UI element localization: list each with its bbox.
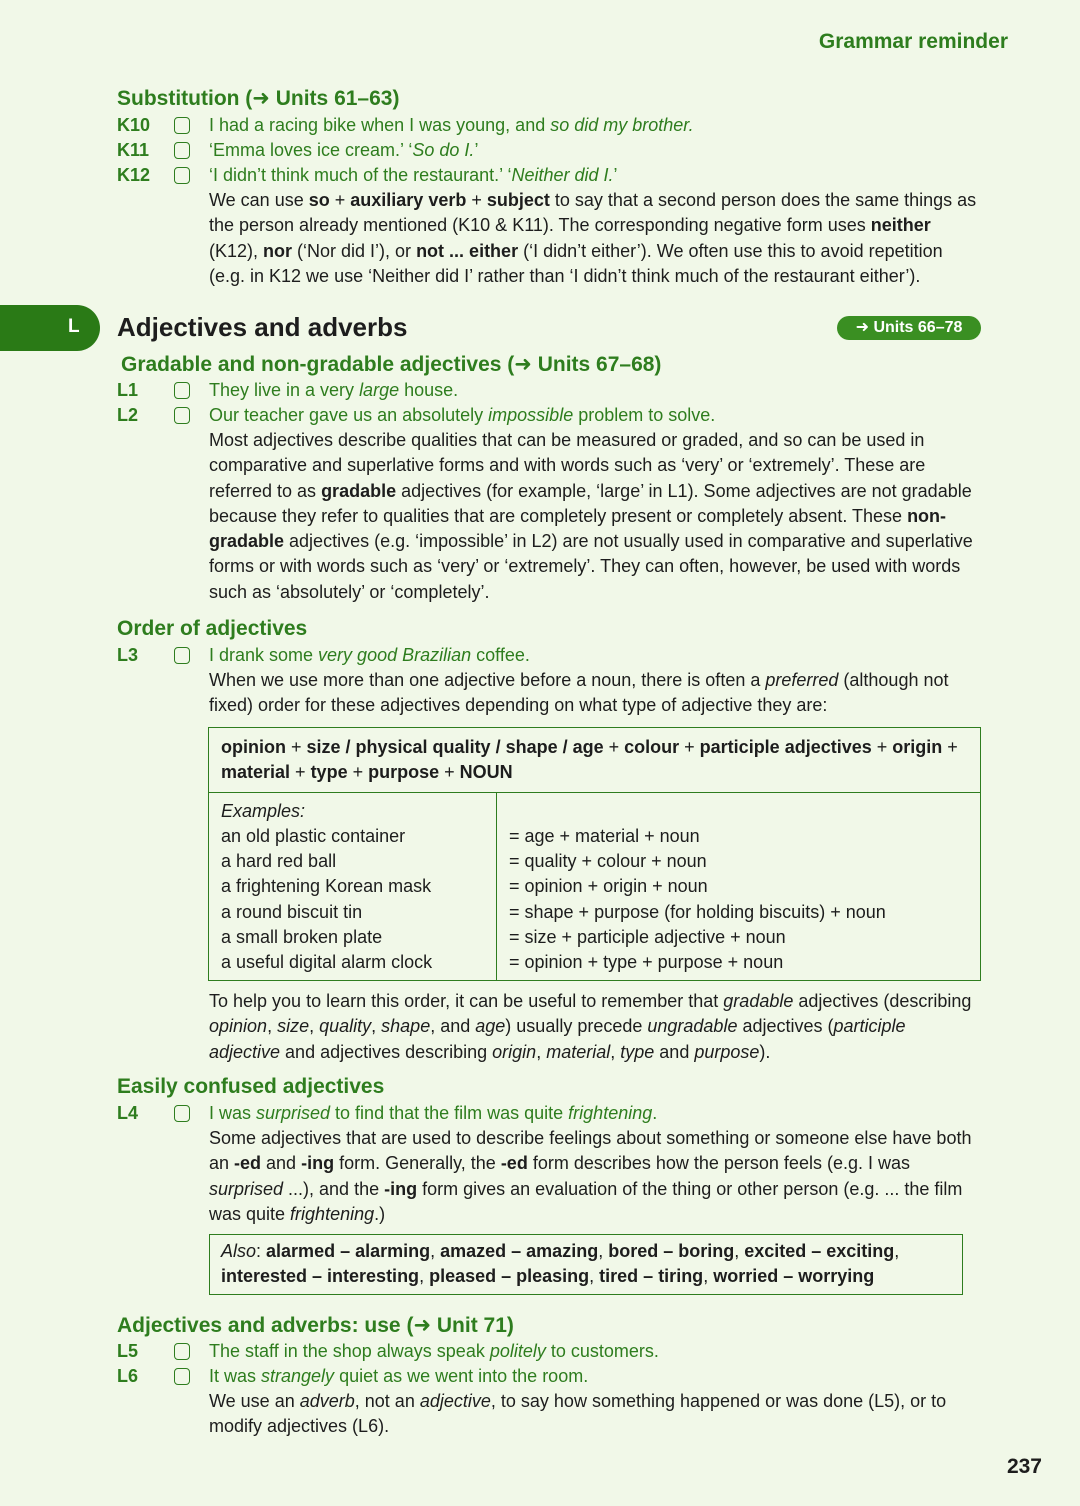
checkbox[interactable] <box>174 1105 190 1122</box>
example-code: L6 <box>117 1366 139 1386</box>
running-head: Grammar reminder <box>818 30 1008 53</box>
checkbox[interactable] <box>174 647 190 664</box>
use-paragraph: We use an adverb, not an adjective, to say how something happened or was done (L5), or to modify adjectives (L6). <box>209 1391 947 1437</box>
order-heading: Order of adjectives <box>117 617 308 640</box>
example-text: Our teacher gave us an absolutely impossible problem to solve. <box>209 405 716 425</box>
example-code: L4 <box>117 1103 139 1123</box>
order-pattern: = quality + colour + noun <box>509 851 707 872</box>
section-title: Adjectives and adverbs <box>117 312 408 342</box>
gradable-heading: Gradable and non-gradable adjectives (➜ Units 67–68) <box>121 353 662 376</box>
section-units-link[interactable]: ➜ Units 66–78 <box>837 316 981 340</box>
example-code: K11 <box>117 140 150 160</box>
example-code: L5 <box>117 1341 139 1361</box>
example-phrase: a round biscuit tin <box>221 901 363 922</box>
order-paragraph: When we use more than one adjective before a noun, there is often a preferred (although not fixed) order for these adjectives depending on what type of adjective they are: <box>209 670 949 716</box>
example-text: ‘I didn’t think much of the restaurant.’ ‘Neither did I.’ <box>209 165 618 185</box>
page-number: 237 <box>1006 1455 1042 1478</box>
adjective-order-table <box>208 727 981 981</box>
example-text: ‘Emma loves ice cream.’ ‘So do I.’ <box>209 140 479 160</box>
order-table-header: opinion + size / physical quality / shape / age + colour + participle adjectives + origin + material + type + purpose + NOUN <box>209 728 981 793</box>
checkbox[interactable] <box>174 1343 190 1360</box>
example-text: They live in a very large house. <box>209 380 459 400</box>
example-phrase: a useful digital alarm clock <box>221 952 433 973</box>
order-table-phrases <box>209 792 497 980</box>
example-phrase: a hard red ball <box>221 851 337 872</box>
order-pattern: = opinion + origin + noun <box>509 876 708 897</box>
checkbox[interactable] <box>174 407 190 424</box>
confused-paragraph: Some adjectives that are used to describe feelings about something or someone else have both an -ed and -ing form. Generally, the -ed form describes how the person feels (e.g. I was surprised ...), and the -ing form gives an evaluation of the thing or other person (e.g. ... the film was quite frightening.) <box>209 1128 972 1224</box>
also-box: Also: alarmed – alarming, amazed – amazing, bored – boring, excited – exciting, interested – interesting, pleased – pleasing, tired – tiring, worried – worrying <box>209 1234 963 1295</box>
order-pattern: = opinion + type + purpose + noun <box>509 952 784 973</box>
order-pattern: = age + material + noun <box>509 825 700 846</box>
example-text: I had a racing bike when I was young, and so did my brother. <box>209 115 694 135</box>
example-code: K12 <box>117 165 151 185</box>
checkbox[interactable] <box>174 1368 190 1385</box>
example-phrase: an old plastic container <box>221 825 406 846</box>
example-phrase: a frightening Korean mask <box>221 876 432 897</box>
checkbox[interactable] <box>174 142 190 159</box>
example-code: L2 <box>117 405 139 425</box>
example-text: The staff in the shop always speak politely to customers. <box>209 1341 659 1361</box>
example-text: I drank some very good Brazilian coffee. <box>209 645 530 665</box>
example-phrase: a small broken plate <box>221 927 383 948</box>
checkbox[interactable] <box>174 167 190 184</box>
example-text: It was strangely quiet as we went into the room. <box>209 1366 589 1386</box>
confused-heading: Easily confused adjectives <box>117 1075 385 1098</box>
checkbox[interactable] <box>174 382 190 399</box>
example-code: L1 <box>117 380 139 400</box>
order-after-paragraph: To help you to learn this order, it can be useful to remember that gradable adjectives (describing opinion, size, quality, shape, and age) usually precede ungradable adjectives (participle adjective and adjectives describing origin, material, type and purpose). <box>209 991 972 1062</box>
order-table-patterns <box>497 792 981 980</box>
example-code: L3 <box>117 645 139 665</box>
section-tab <box>0 305 100 351</box>
example-code: K10 <box>117 115 151 135</box>
substitution-paragraph: We can use so + auxiliary verb + subject to say that a second person does the same things as the person already mentioned (K10 & K11). The corresponding negative form uses neither (K12), nor (‘Nor did I’), or not ... either (‘I didn’t either’). We often use this to avoid repetition (e.g. in K12 we use ‘Neither did I’ rather than ‘I didn’t think much of the restaurant either’). <box>209 190 977 286</box>
order-pattern: = size + participle adjective + noun <box>509 927 786 948</box>
order-pattern: = shape + purpose (for holding biscuits) + noun <box>509 901 886 922</box>
example-text: I was surprised to find that the film was quite frightening. <box>209 1103 658 1123</box>
gradable-paragraph: Most adjectives describe qualities that can be measured or graded, and so can be used in comparative and superlative forms and with words such as ‘very’ or ‘extremely’. These are referred to as gradable adjectives (for example, ‘large’ in L1). Some adjectives are not gradable because they refer to qualities that are completely present or completely absent. These non-gradable adjectives (e.g. ‘impossible’ in L2) are not usually used in comparative and superlative forms or with words such as ‘very’ or ‘extremely’. They can often, however, be used with words such as ‘absolutely’ or ‘completely’. <box>209 430 973 602</box>
section-tab-label: L <box>68 316 80 337</box>
use-heading: Adjectives and adverbs: use (➜ Unit 71) <box>117 1314 514 1337</box>
checkbox[interactable] <box>174 117 190 134</box>
examples-label: Examples: <box>221 800 306 821</box>
substitution-heading: Substitution (➜ Units 61–63) <box>117 87 400 110</box>
